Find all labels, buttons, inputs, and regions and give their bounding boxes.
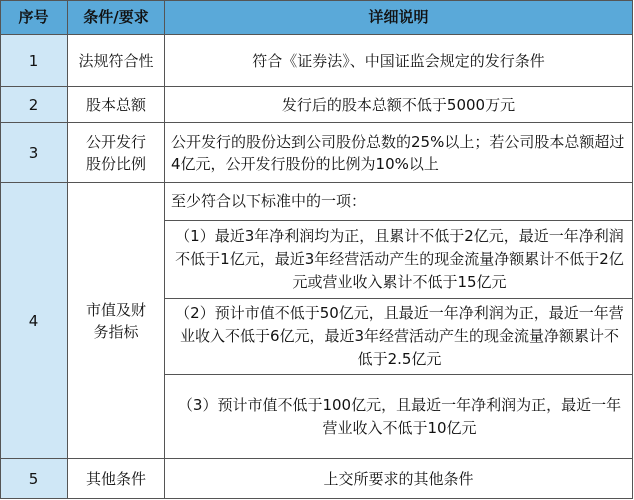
row-5-condition: 其他条件 xyxy=(68,459,165,499)
row-3-condition: 公开发行股份比例 xyxy=(68,123,165,183)
row-3-detail: 公开发行的股份达到公司股份总数的25%以上；若公司股本总额超过4亿元，公开发行股份的比例为10%以上 xyxy=(165,123,633,183)
header-condition: 条件/要求 xyxy=(68,0,165,35)
header-detail: 详细说明 xyxy=(165,0,633,35)
standard-1: （1）最近3年净利润均为正，且累计不低于2亿元，最近一年净利润不低于1亿元，最近3年经营活动产生的现金流量净额累计不低于2亿元或营业收入累计不低于15亿元 xyxy=(165,221,632,299)
row-1-condition: 法规符合性 xyxy=(68,35,165,87)
row-2-condition: 股本总额 xyxy=(68,87,165,123)
row-5-detail: 上交所要求的其他条件 xyxy=(165,459,633,499)
row-4-index: 4 xyxy=(0,183,68,459)
row-4-condition: 市值及财务指标 xyxy=(68,183,165,459)
standard-2: （2）预计市值不低于50亿元，且最近一年净利润为正，最近一年营业收入不低于6亿元，最近3年经营活动产生的现金流量净额累计不低于2.5亿元 xyxy=(165,299,632,375)
row-2-index: 2 xyxy=(0,87,68,123)
row-1-detail: 符合《证券法》、中国证监会规定的发行条件 xyxy=(165,35,633,87)
standards-intro: 至少符合以下标准中的一项： xyxy=(165,183,632,221)
header-index: 序号 xyxy=(0,0,68,35)
standard-3: （3）预计市值不低于100亿元，且最近一年净利润为正，最近一年营业收入不低于10亿元 xyxy=(177,395,622,437)
row-4-detail xyxy=(165,183,633,459)
row-5-index: 5 xyxy=(0,459,68,499)
row-2-detail: 发行后的股本总额不低于5000万元 xyxy=(165,87,633,123)
row-1-index: 1 xyxy=(0,35,68,87)
row-3-index: 3 xyxy=(0,123,68,183)
